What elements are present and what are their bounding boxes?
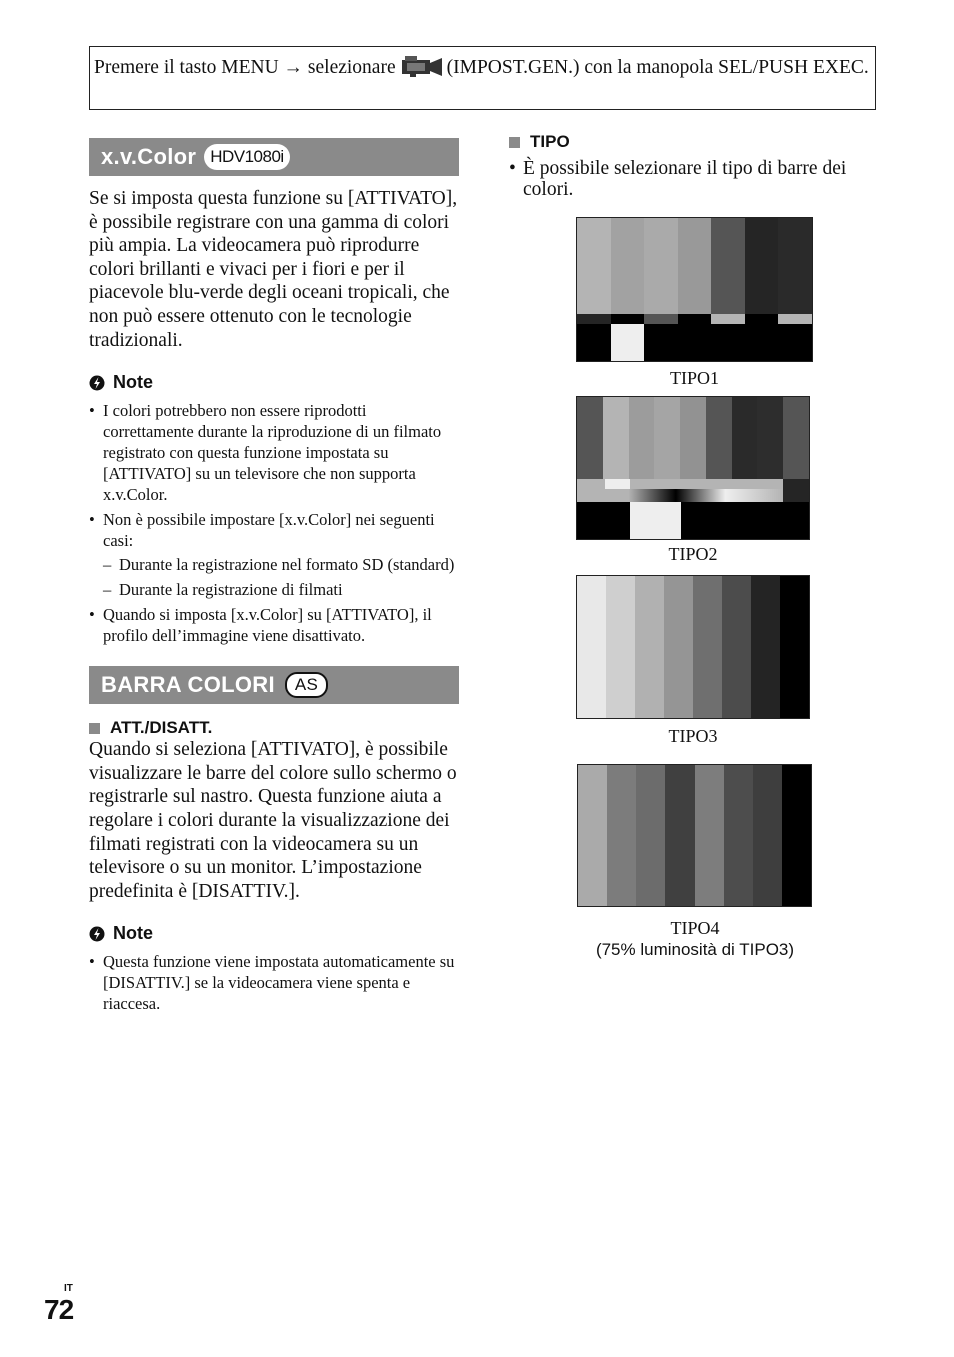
color-bar bbox=[711, 218, 745, 314]
tipo-bullet-list bbox=[509, 158, 879, 200]
color-bar bbox=[695, 765, 724, 906]
color-bar bbox=[782, 765, 811, 906]
color-bar bbox=[577, 576, 606, 718]
color-bar bbox=[665, 765, 694, 906]
list-item: • È possibile selezionare il tipo di barre dei colori. bbox=[509, 158, 879, 200]
color-bar bbox=[722, 576, 751, 718]
color-bar bbox=[681, 479, 707, 489]
barra-colori-heading bbox=[89, 666, 459, 704]
list-item bbox=[89, 400, 459, 505]
color-bar bbox=[644, 324, 678, 361]
sub-list-item: – Durante la registrazione di filmati bbox=[103, 579, 459, 600]
tipo2-caption: TIPO2 bbox=[668, 544, 718, 564]
color-bar bbox=[745, 218, 779, 314]
color-bar bbox=[778, 324, 812, 361]
color-bar bbox=[758, 502, 784, 539]
tipo-heading bbox=[509, 132, 879, 152]
att-disatt-heading bbox=[89, 718, 459, 738]
tipo3-color-bars bbox=[576, 575, 810, 719]
right-column bbox=[509, 132, 879, 204]
tipo1-color-bars bbox=[576, 217, 813, 362]
color-bar bbox=[611, 218, 645, 314]
as-badge: AS bbox=[285, 672, 328, 698]
color-bar bbox=[636, 765, 665, 906]
tipo4-subcaption: (75% luminosità di TIPO3) bbox=[595, 940, 795, 959]
xvcolor-title: x.v.Color bbox=[101, 144, 197, 169]
color-bar bbox=[778, 314, 812, 324]
sub-list bbox=[103, 554, 459, 600]
att-disatt-title: ATT./DISATT. bbox=[110, 718, 213, 738]
note-text: Questa funzione viene impostata automaticamente su [DISATTIV.] se la videocamera viene spenta e riaccesa. bbox=[103, 952, 455, 1014]
barra-notes-list bbox=[89, 951, 459, 1014]
left-column bbox=[89, 138, 459, 1018]
color-bar bbox=[745, 324, 779, 361]
list-item bbox=[89, 604, 459, 646]
color-bar bbox=[758, 479, 784, 489]
color-bar bbox=[680, 397, 706, 479]
color-bar bbox=[757, 397, 783, 479]
color-bar bbox=[644, 218, 678, 314]
color-bar bbox=[605, 502, 631, 539]
note-text: I colori potrebbero non essere riprodotti correttamente durante la riproduzione di un filmato registrato con questa funzione impostata su [ATTIVATO] su un televisore che non supporta x.v.Color. bbox=[103, 401, 442, 505]
color-bar bbox=[577, 324, 611, 361]
color-bar bbox=[711, 314, 745, 324]
xvcolor-notes-list bbox=[89, 400, 459, 646]
color-bar bbox=[783, 502, 809, 539]
tipo4-color-bars bbox=[577, 764, 812, 907]
color-bar bbox=[664, 576, 693, 718]
color-bar bbox=[783, 489, 809, 502]
instruction-box bbox=[89, 46, 876, 110]
hdv1080i-badge: HDV1080i bbox=[204, 144, 290, 170]
color-bar bbox=[611, 314, 645, 324]
color-bar bbox=[577, 314, 611, 324]
instruction-text-start: Premere il tasto MENU → selezionare bbox=[94, 57, 396, 78]
color-bar bbox=[732, 397, 758, 479]
color-bar bbox=[678, 324, 712, 361]
color-bar bbox=[577, 502, 605, 539]
color-bar bbox=[654, 397, 680, 479]
color-bar bbox=[780, 576, 809, 718]
square-bullet-icon bbox=[89, 723, 100, 734]
color-bar bbox=[630, 479, 656, 489]
color-bar bbox=[693, 576, 722, 718]
color-bar bbox=[732, 479, 758, 489]
color-bar bbox=[681, 502, 707, 539]
tipo3-caption: TIPO3 bbox=[668, 726, 718, 746]
color-bar bbox=[606, 576, 635, 718]
color-bar bbox=[611, 324, 645, 361]
instruction-text-end: (IMPOST.GEN.) con la manopola SEL/PUSH EXEC. bbox=[446, 57, 869, 78]
color-bar bbox=[706, 397, 732, 479]
att-disatt-description: Quando si seleziona [ATTIVATO], è possibile visualizzare le barre del colore sullo schermo o registrarle sul nastro. Questa funzione aiuta a regolare i colori durante la visualizzazione dei filmati registrati con la videocamera su un televisore o su un monitor. L’impostazione predefinita è [DISATTIV.]. bbox=[89, 739, 457, 902]
color-bar bbox=[644, 314, 678, 324]
tipo2-color-bars bbox=[576, 396, 810, 540]
xvcolor-heading bbox=[89, 138, 459, 176]
color-bar bbox=[783, 397, 809, 479]
list-item bbox=[89, 509, 459, 600]
color-bar bbox=[577, 397, 603, 479]
color-bar bbox=[578, 765, 607, 906]
square-bullet-icon bbox=[509, 137, 520, 148]
note-icon bbox=[89, 926, 105, 942]
color-bar bbox=[732, 502, 758, 539]
camera-settings-icon bbox=[400, 54, 444, 78]
xvcolor-note-heading bbox=[89, 372, 459, 393]
page-number: 72 bbox=[44, 1294, 74, 1325]
note-text: Non è possibile impostare [x.v.Color] nei seguenti casi: bbox=[103, 510, 435, 551]
color-bar bbox=[629, 397, 655, 479]
color-bar bbox=[707, 502, 733, 539]
color-bar bbox=[603, 397, 629, 479]
barra-note-heading bbox=[89, 923, 459, 944]
sub-list-item: – Durante la registrazione nel formato SD (standard) bbox=[103, 554, 459, 575]
list-item bbox=[89, 951, 459, 1014]
gradient-strip bbox=[577, 489, 783, 502]
color-bar bbox=[678, 218, 712, 314]
color-bar bbox=[745, 314, 779, 324]
color-bar bbox=[577, 479, 605, 489]
color-bar bbox=[678, 314, 712, 324]
color-bar bbox=[724, 765, 753, 906]
note-text: Quando si imposta [x.v.Color] su [ATTIVATO], il profilo dell’immagine viene disattivato. bbox=[103, 605, 432, 646]
color-bar bbox=[783, 479, 809, 489]
note-label: Note bbox=[113, 372, 153, 393]
barra-colori-title: BARRA COLORI bbox=[101, 672, 275, 698]
tipo1-caption: TIPO1 bbox=[670, 368, 719, 388]
color-bar bbox=[753, 765, 782, 906]
color-bar bbox=[605, 479, 631, 489]
color-bar bbox=[577, 218, 611, 314]
color-bar bbox=[751, 576, 780, 718]
page-language: IT bbox=[64, 1283, 73, 1294]
xvcolor-description: Se si imposta questa funzione su [ATTIVATO], è possibile registrare con una gamma di colori più ampia. La videocamera può riprodurre colori brillanti e vivaci per i fiori e per il piacevole blu-verde degli oceani tropicali, che non può essere ottenuto con le tecnologie tradizionali. bbox=[89, 188, 458, 351]
color-bar bbox=[607, 765, 636, 906]
color-bar bbox=[630, 502, 681, 539]
color-bar bbox=[778, 218, 812, 314]
color-bar bbox=[711, 324, 745, 361]
note-label: Note bbox=[113, 923, 153, 944]
color-bar bbox=[656, 479, 682, 489]
tipo-title: TIPO bbox=[530, 132, 570, 151]
note-icon bbox=[89, 375, 105, 391]
tipo4-caption: TIPO4 bbox=[670, 918, 720, 938]
color-bar bbox=[707, 479, 733, 489]
color-bar bbox=[635, 576, 664, 718]
